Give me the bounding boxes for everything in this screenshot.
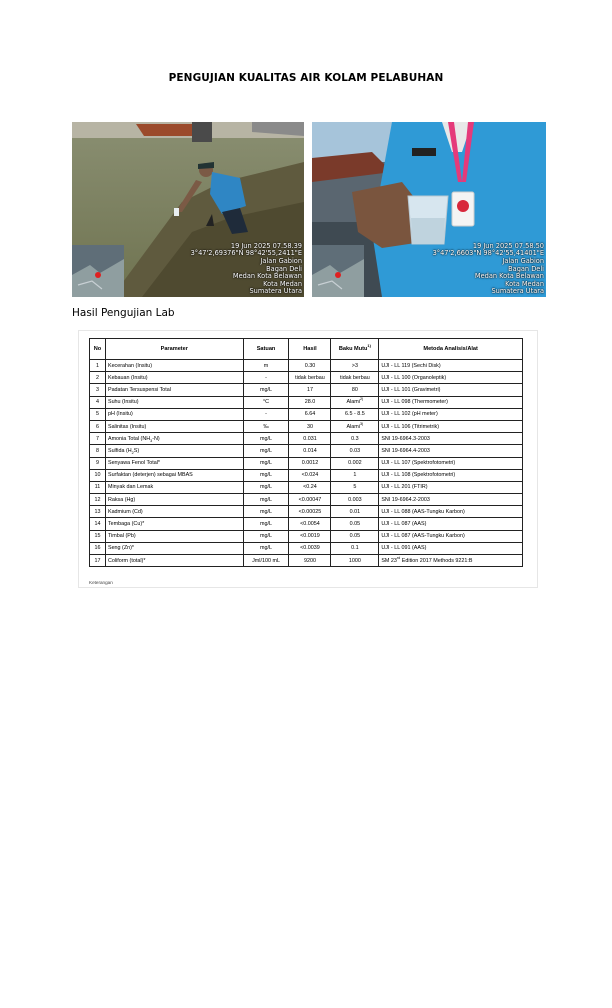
header-hasil: Hasil bbox=[289, 339, 331, 360]
cell-metoda: UJI - LL 098 (Thermometer) bbox=[379, 396, 523, 408]
cell-hasil: 0.30 bbox=[289, 360, 331, 372]
cell-hasil: 9200 bbox=[289, 555, 331, 567]
cell-hasil: <0.0039 bbox=[289, 542, 331, 554]
photo-timestamp-overlay: 19 Jun 2025 07.58.39 3°47'2,69376"N 98°42'55,2411"E Jalan Gabion Bagan Deli Medan Kota Belawan Kota Medan Sumatera Utara bbox=[190, 241, 302, 296]
table-row bbox=[90, 494, 523, 506]
cell-hasil: <0.00047 bbox=[289, 494, 331, 506]
cell-hasil: <0.0054 bbox=[289, 518, 331, 530]
header-baku-mutu: Baku Mutu$^{1)}$ bbox=[331, 339, 379, 360]
cell-baku-mutu: 6.5 - 8.5 bbox=[331, 408, 379, 420]
table-row bbox=[90, 555, 523, 567]
cell-hasil: <0.24 bbox=[289, 481, 331, 493]
cell-no: 5 bbox=[90, 408, 106, 420]
photo-timestamp-overlay: 19 Jun 2025 07.58.50 3°47'2,6603"N 98°42'55,41401"E Jalan Gabion Bagan Deli Medan Kota Belawan Kota Medan Sumatera Utara bbox=[432, 241, 544, 296]
table-row bbox=[90, 360, 523, 372]
field-photo-sampling bbox=[72, 122, 304, 297]
cell-baku-mutu: 0.3 bbox=[331, 433, 379, 445]
cell-no: 7 bbox=[90, 433, 106, 445]
notes-label: Keterangan bbox=[89, 580, 113, 585]
lab-results-table bbox=[89, 338, 523, 567]
cell-hasil: 17 bbox=[289, 384, 331, 396]
cell-satuan: mg/L bbox=[243, 542, 289, 554]
cell-parameter: Timbal (Pb) bbox=[105, 530, 243, 542]
cell-no: 8 bbox=[90, 445, 106, 457]
table-row bbox=[90, 433, 523, 445]
cell-baku-mutu: 0.05 bbox=[331, 530, 379, 542]
cell-satuan: mg/L bbox=[243, 530, 289, 542]
cell-baku-mutu: >3 bbox=[331, 360, 379, 372]
cell-metoda: UJI - LL 101 (Gravimetri) bbox=[379, 384, 523, 396]
cell-metoda: SNI 19-6964.4-2003 bbox=[379, 445, 523, 457]
cell-satuan: mg/L bbox=[243, 481, 289, 493]
cell-no: 10 bbox=[90, 469, 106, 481]
cell-no: 14 bbox=[90, 518, 106, 530]
header-parameter: Parameter bbox=[105, 339, 243, 360]
cell-satuan: °C bbox=[243, 396, 289, 408]
cell-no: 12 bbox=[90, 494, 106, 506]
page-title: PENGUJIAN KUALITAS AIR KOLAM PELABUHAN bbox=[168, 72, 444, 84]
table-row bbox=[90, 445, 523, 457]
cell-no: 1 bbox=[90, 360, 106, 372]
cell-no: 4 bbox=[90, 396, 106, 408]
cell-hasil: 30 bbox=[289, 420, 331, 432]
cell-parameter: Tembaga (Cu)* bbox=[105, 518, 243, 530]
cell-hasil: 28.0 bbox=[289, 396, 331, 408]
cell-baku-mutu: 0.01 bbox=[331, 506, 379, 518]
cell-satuan: - bbox=[243, 372, 289, 384]
cell-satuan: m bbox=[243, 360, 289, 372]
table-header-row bbox=[90, 339, 523, 360]
table-row bbox=[90, 542, 523, 554]
cell-satuan: ‰ bbox=[243, 420, 289, 432]
cell-satuan: mg/L bbox=[243, 494, 289, 506]
cell-parameter: Sulfida $(H_2S)$ bbox=[105, 445, 243, 457]
cell-baku-mutu: 80 bbox=[331, 384, 379, 396]
cell-metoda: UJI - LL 107 (Spektrofotometri) bbox=[379, 457, 523, 469]
cell-metoda: SM 23rd Edition 2017 Methods 9221:B bbox=[379, 555, 523, 567]
cell-no: 13 bbox=[90, 506, 106, 518]
table-row bbox=[90, 420, 523, 432]
cell-metoda: UJI - LL 102 (pH meter) bbox=[379, 408, 523, 420]
cell-hasil: 6.64 bbox=[289, 408, 331, 420]
cell-metoda: UJI - LL 108 (Spektrofotometri) bbox=[379, 469, 523, 481]
cell-baku-mutu: 1 bbox=[331, 469, 379, 481]
table-row bbox=[90, 518, 523, 530]
cell-metoda: UJI - LL 088 (AAS-Tungku Karbon) bbox=[379, 506, 523, 518]
cell-hasil: 0.031 bbox=[289, 433, 331, 445]
lab-results-scan bbox=[78, 330, 538, 588]
cell-satuan: mg/L bbox=[243, 445, 289, 457]
table-row bbox=[90, 396, 523, 408]
cell-hasil: 0.0012 bbox=[289, 457, 331, 469]
cell-metoda: UJI - LL 087 (AAS-Tungku Karbon) bbox=[379, 530, 523, 542]
cell-no: 15 bbox=[90, 530, 106, 542]
cell-satuan: mg/L bbox=[243, 518, 289, 530]
cell-satuan: Jml/100 mL bbox=[243, 555, 289, 567]
cell-satuan: mg/L bbox=[243, 457, 289, 469]
cell-parameter: Amonia Total $(NH_3-N)$ bbox=[105, 433, 243, 445]
table-row bbox=[90, 384, 523, 396]
table-row bbox=[90, 530, 523, 542]
table-row bbox=[90, 506, 523, 518]
table-row bbox=[90, 457, 523, 469]
location-minimap bbox=[72, 245, 124, 297]
cell-metoda: UJI - LL 201 (FTIR) bbox=[379, 481, 523, 493]
cell-parameter: Padatan Tersuspensi Total bbox=[105, 384, 243, 396]
cell-no: 2 bbox=[90, 372, 106, 384]
cell-parameter: Suhu (Insitu) bbox=[105, 396, 243, 408]
cell-hasil: 0.014 bbox=[289, 445, 331, 457]
cell-satuan: mg/L bbox=[243, 384, 289, 396]
field-photo-sample-glass bbox=[312, 122, 546, 297]
cell-parameter: Raksa (Hg) bbox=[105, 494, 243, 506]
cell-metoda: SNI 19-6964.3-2003 bbox=[379, 433, 523, 445]
cell-baku-mutu: 0.03 bbox=[331, 445, 379, 457]
cell-parameter: Kadmium (Cd) bbox=[105, 506, 243, 518]
cell-no: 16 bbox=[90, 542, 106, 554]
cell-metoda: UJI - LL 087 (AAS) bbox=[379, 518, 523, 530]
cell-metoda: UJI - LL 091 (AAS) bbox=[379, 542, 523, 554]
cell-no: 9 bbox=[90, 457, 106, 469]
cell-baku-mutu: tidak berbau bbox=[331, 372, 379, 384]
cell-hasil: <0.00025 bbox=[289, 506, 331, 518]
cell-parameter: Kecerahan (Insitu) bbox=[105, 360, 243, 372]
cell-parameter: Kebauan (Insitu) bbox=[105, 372, 243, 384]
cell-satuan: mg/L bbox=[243, 469, 289, 481]
cell-satuan: mg/L bbox=[243, 433, 289, 445]
cell-parameter: pH (Insitu) bbox=[105, 408, 243, 420]
cell-parameter: Senyawa Fenol Total* bbox=[105, 457, 243, 469]
cell-metoda: UJI - LL 106 (Titrimetrik) bbox=[379, 420, 523, 432]
cell-hasil: tidak berbau bbox=[289, 372, 331, 384]
cell-hasil: <0.0019 bbox=[289, 530, 331, 542]
cell-baku-mutu: Alami$^{3)}$ bbox=[331, 420, 379, 432]
header-metoda: Metoda Analisis/Alat bbox=[379, 339, 523, 360]
cell-parameter: Seng (Zn)* bbox=[105, 542, 243, 554]
cell-satuan: - bbox=[243, 408, 289, 420]
cell-no: 17 bbox=[90, 555, 106, 567]
cell-no: 3 bbox=[90, 384, 106, 396]
table-row bbox=[90, 408, 523, 420]
location-minimap bbox=[312, 245, 364, 297]
cell-no: 6 bbox=[90, 420, 106, 432]
cell-satuan: mg/L bbox=[243, 506, 289, 518]
cell-baku-mutu: 5 bbox=[331, 481, 379, 493]
table-row bbox=[90, 481, 523, 493]
cell-hasil: <0.024 bbox=[289, 469, 331, 481]
cell-baku-mutu: 0.1 bbox=[331, 542, 379, 554]
cell-baku-mutu: 0.003 bbox=[331, 494, 379, 506]
header-satuan: Satuan bbox=[243, 339, 289, 360]
section-label: Hasil Pengujian Lab bbox=[72, 307, 175, 319]
cell-metoda: UJI - LL 100 (Organoleptik) bbox=[379, 372, 523, 384]
cell-no: 11 bbox=[90, 481, 106, 493]
cell-metoda: UJI - LL 119 (Sechi Disk) bbox=[379, 360, 523, 372]
cell-parameter: Salinitas (Insitu) bbox=[105, 420, 243, 432]
header-no: No bbox=[90, 339, 106, 360]
cell-baku-mutu: 0.05 bbox=[331, 518, 379, 530]
table-row bbox=[90, 469, 523, 481]
cell-baku-mutu: 0.002 bbox=[331, 457, 379, 469]
cell-metoda: SNI 19-6964.2-2003 bbox=[379, 494, 523, 506]
table-row bbox=[90, 372, 523, 384]
cell-parameter: Surfaktan (deterjen) sebagai MBAS bbox=[105, 469, 243, 481]
cell-baku-mutu: Alami$^{2)}$ bbox=[331, 396, 379, 408]
cell-parameter: Minyak dan Lemak bbox=[105, 481, 243, 493]
cell-parameter: Coliform (total)* bbox=[105, 555, 243, 567]
cell-baku-mutu: 1000 bbox=[331, 555, 379, 567]
